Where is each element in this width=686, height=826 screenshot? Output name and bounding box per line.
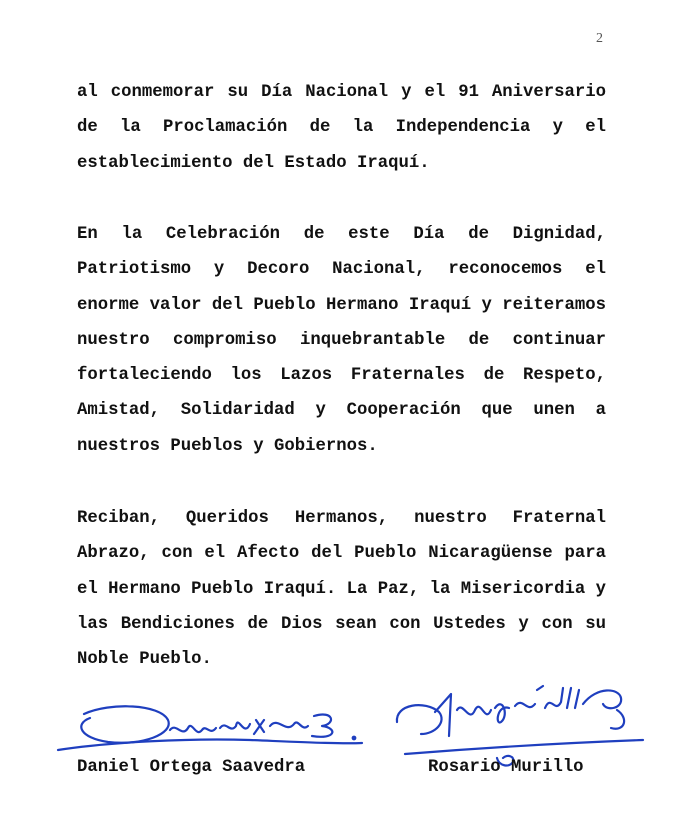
paragraph-greeting: Reciban, Queridos Hermanos, nuestro Fraternal Abrazo, con el Afecto del Pueblo Nicaragüense para el Hermano Pueblo Iraquí. La Paz, la Misericordia y las Bendiciones de Dios sean con Ustedes y con su Noble Pueblo. <box>77 509 606 670</box>
signer-name-right: Rosario Murillo <box>428 758 584 777</box>
page-number: 2 <box>596 31 603 46</box>
signer-name-left: Daniel Ortega Saavedra <box>77 758 306 777</box>
paragraph-celebration: En la Celebración de este Día de Dignidad, Patriotismo y Decoro Nacional, reconocemos el enorme valor del Pueblo Hermano Iraquí y reiteramos nuestro compromiso inquebrantable de continuar fortaleciendo los Lazos Fraternales de Respeto, Amistad, Solidaridad y Cooperación que unen a nuestros Pueblos y Gobiernos. <box>77 225 606 456</box>
paragraph-commemoration: al conmemorar su Día Nacional y el 91 Aniversario de la Proclamación de la Independencia y el establecimiento del Estado Iraquí. <box>77 83 606 173</box>
signature-daniel-ortega <box>50 694 370 764</box>
